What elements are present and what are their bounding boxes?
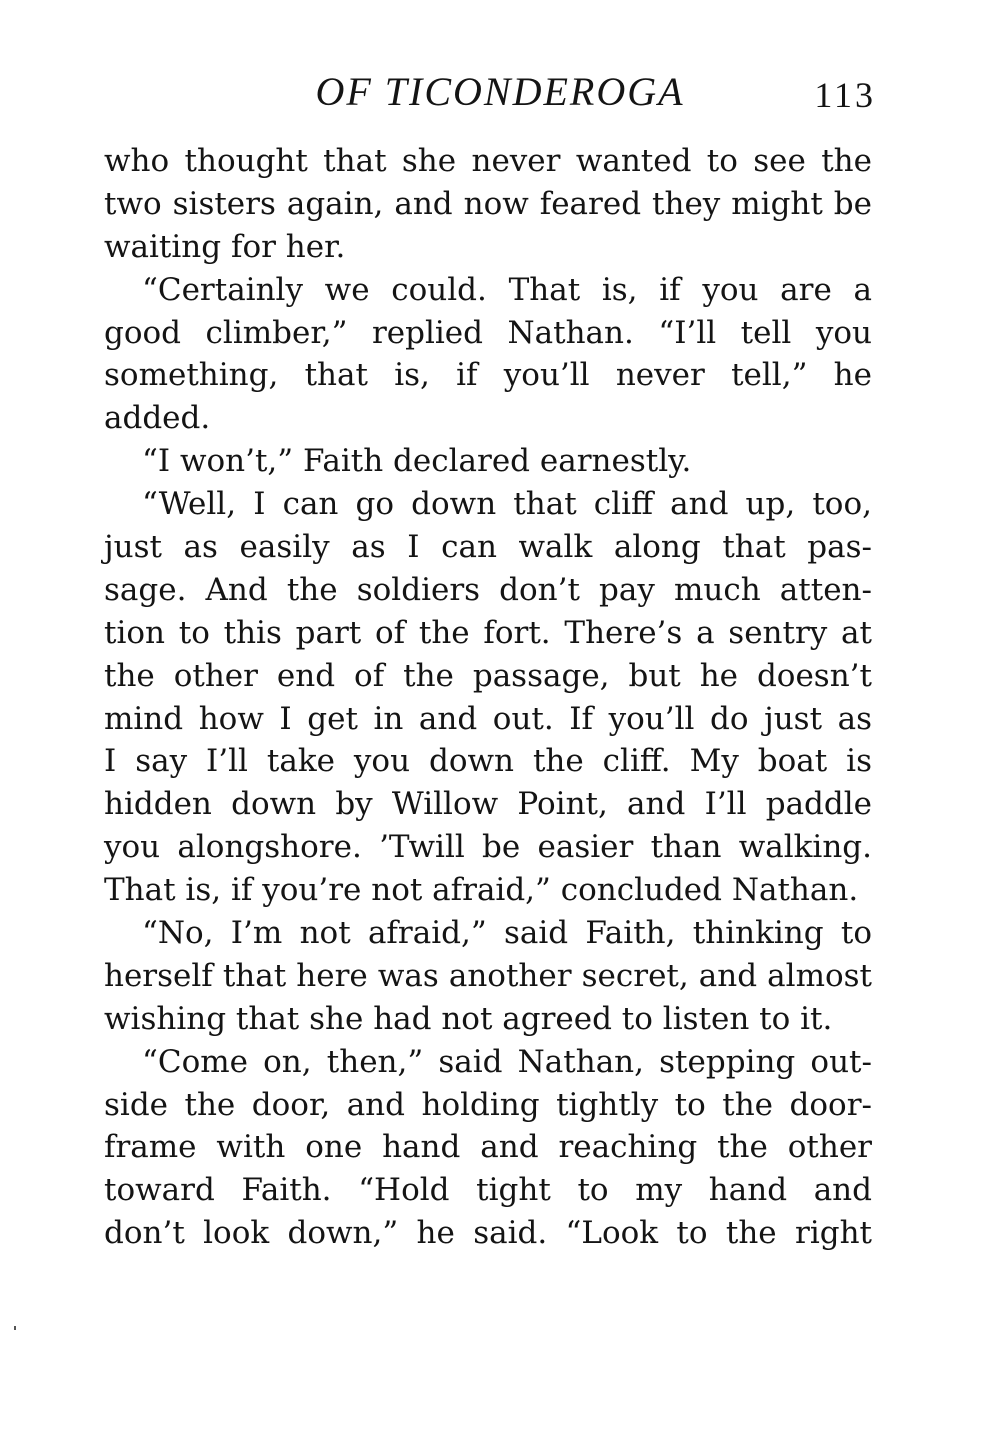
text-line: side the door, and holding tightly to the door- bbox=[104, 1086, 872, 1123]
scan-speck bbox=[14, 1326, 16, 1330]
text-line: two sisters again, and now feared they might be bbox=[104, 185, 872, 222]
text-line: frame with one hand and reaching the other bbox=[104, 1129, 872, 1166]
text-line: I say I’ll take you down the cliff. My boat is bbox=[104, 743, 872, 780]
text-line: “Certainly we could. That is, if you are a bbox=[142, 271, 872, 308]
text-line: something, that is, if you’ll never tell,” he bbox=[104, 357, 872, 394]
text-line: you alongshore. ’Twill be easier than walking. bbox=[104, 829, 872, 866]
text-line: who thought that she never wanted to see the bbox=[104, 143, 872, 179]
text-line: That is, if you’re not afraid,” concluded Nathan. bbox=[104, 872, 859, 909]
text-line: hidden down by Willow Point, and I’ll paddle bbox=[104, 786, 872, 823]
text-line: the other end of the passage, but he doesn’t bbox=[104, 657, 872, 694]
text-line: toward Faith. “Hold tight to my hand and bbox=[104, 1172, 872, 1209]
text-line: mind how I get in and out. If you’ll do just as bbox=[104, 700, 872, 737]
text-line: “No, I’m not afraid,” said Faith, thinking to bbox=[142, 915, 872, 952]
text-line: good climber,” replied Nathan. “I’ll tell you bbox=[104, 314, 872, 351]
page-header bbox=[104, 68, 876, 128]
text-line: herself that here was another secret, and almost bbox=[104, 957, 872, 994]
text-line: “Come on, then,” said Nathan, stepping out- bbox=[142, 1043, 872, 1080]
text-line: waiting for her. bbox=[104, 228, 346, 265]
text-line: wishing that she had not agreed to listen to it. bbox=[104, 1000, 833, 1037]
text-line: added. bbox=[104, 400, 211, 437]
text-line: “Well, I can go down that cliff and up, too, bbox=[142, 486, 872, 523]
text-line: sage. And the soldiers don’t pay much atten- bbox=[104, 571, 872, 608]
text-line: “I won’t,” Faith declared earnestly. bbox=[142, 443, 692, 480]
body-text bbox=[104, 140, 872, 1255]
text-line: don’t look down,” he said. “Look to the right bbox=[104, 1215, 872, 1252]
text-line: just as easily as I can walk along that pas- bbox=[104, 529, 872, 566]
text-line: tion to this part of the fort. There’s a sentry at bbox=[104, 614, 872, 651]
running-title: OF TICONDEROGA bbox=[315, 69, 685, 114]
page-number: 113 bbox=[814, 75, 876, 115]
